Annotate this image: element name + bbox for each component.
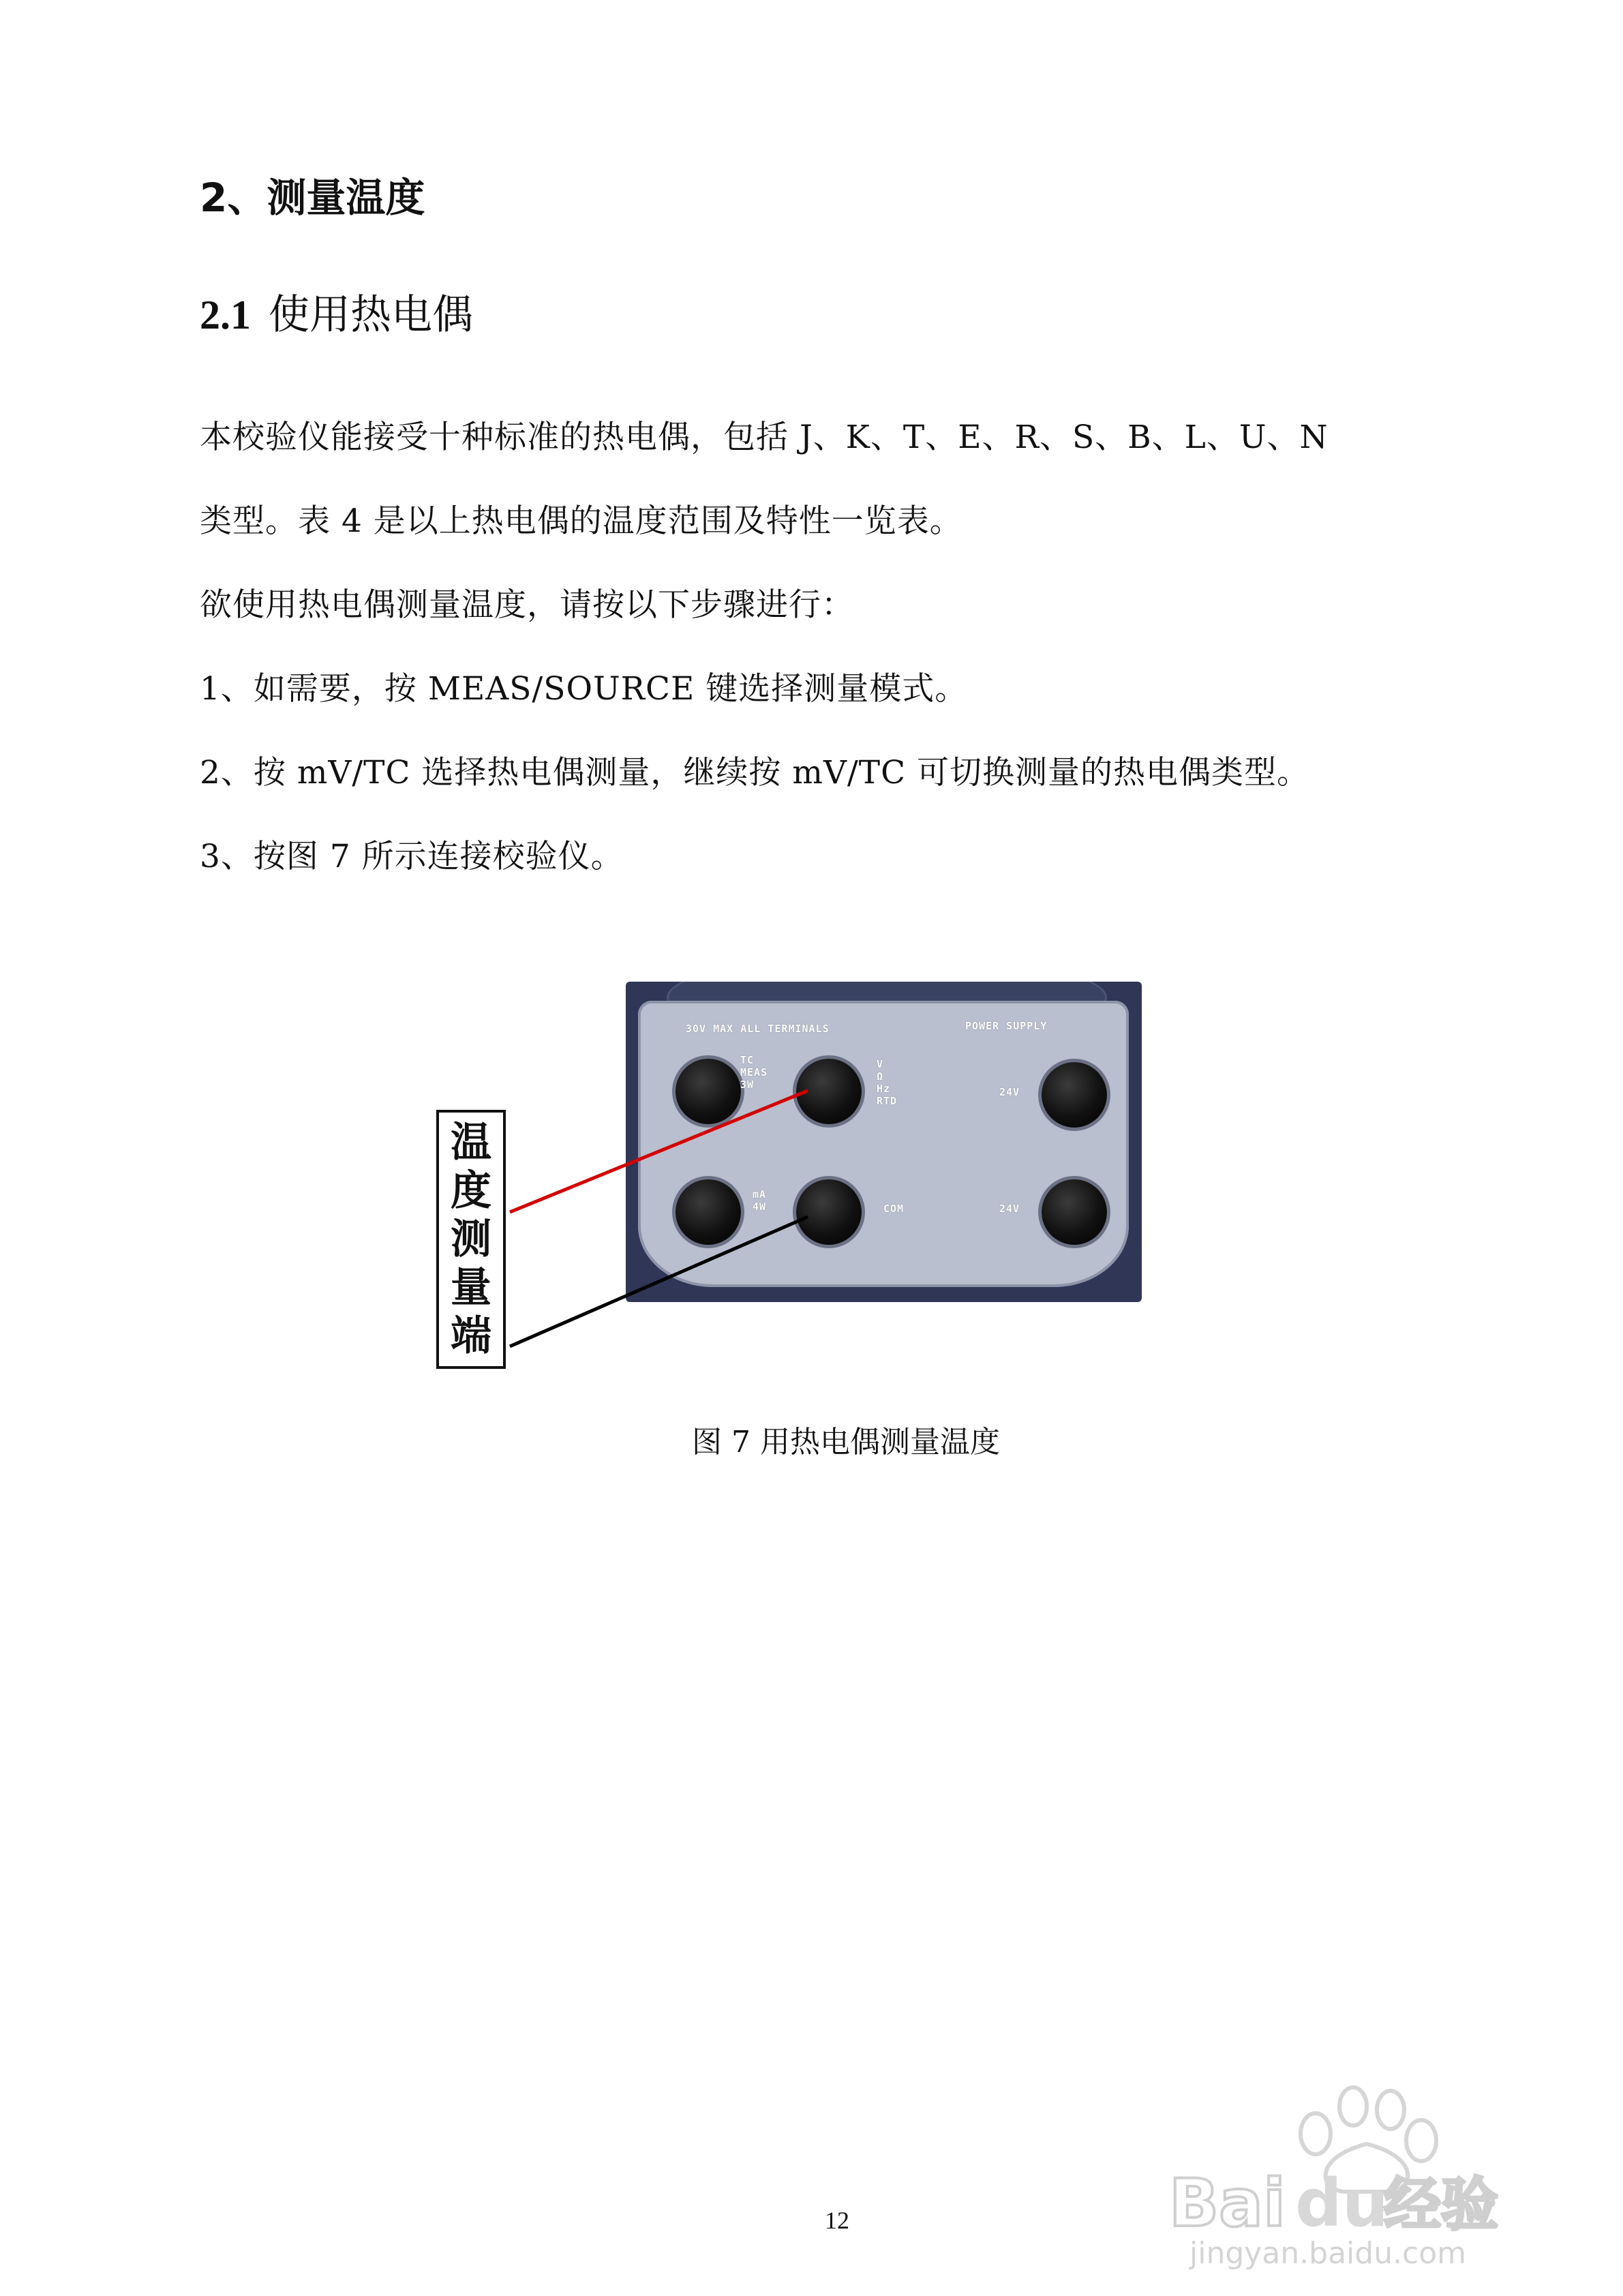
jack1-label-c: 3W (740, 1078, 755, 1091)
subsection-number: 2.1 (200, 292, 251, 337)
panel-header-right: POWER SUPPLY (965, 1020, 1048, 1032)
jack3-label: 24V (999, 1086, 1020, 1098)
com-label: COM (883, 1203, 905, 1215)
jack6-label: 24V (999, 1203, 1020, 1215)
step-2: 2、按 mV/TC 选择热电偶测量，继续按 mV/TC 可切换测量的热电偶类型。 (200, 754, 1309, 791)
paragraph-line-2: 类型。表 4 是以上热电偶的温度范围及特性一览表。 (200, 502, 962, 540)
section-heading: 2、测量温度 (200, 175, 425, 221)
subsection-title: 使用热电偶 (269, 291, 473, 339)
jack4-label-a: mA (753, 1188, 767, 1200)
paragraph-line-1: 本校验仪能接受十种标准的热电偶，包括 J、K、T、E、R、S、B、L、U、N (200, 419, 1329, 456)
step-1: 1、如需要，按 MEAS/SOURCE 键选择测量模式。 (200, 670, 968, 708)
callout-char-5: 端 (451, 1312, 491, 1361)
jack1-label-a: TC (740, 1054, 755, 1066)
black-callout-line (510, 1217, 808, 1346)
jack1-label-b: MEAS (740, 1066, 768, 1078)
panel-header-left: 30V MAX ALL TERMINALS (686, 1023, 830, 1035)
baidu-jingyan-watermark (1149, 2069, 1530, 2274)
red-callout-line (510, 1091, 808, 1212)
callout-label-box (436, 1110, 506, 1369)
callout-char-3: 测 (451, 1215, 491, 1263)
svg-text:Bai: Bai (1169, 2165, 1286, 2241)
jack2-label-a: V (877, 1058, 884, 1070)
callout-char-4: 量 (451, 1264, 491, 1312)
jack4-label-b: 4W (753, 1200, 767, 1213)
callout-char-1: 温 (451, 1118, 491, 1166)
step-3: 3、按图 7 所示连接校验仪。 (200, 838, 624, 875)
page-number: 12 (825, 2207, 849, 2234)
svg-text:经验: 经验 (1384, 2171, 1499, 2238)
figure-caption: 图 7 用热电偶测量温度 (692, 1425, 1000, 1460)
jack2-label-c: Hz (877, 1083, 891, 1095)
svg-text:du: du (1295, 2165, 1389, 2241)
svg-text:jingyan.baidu.com: jingyan.baidu.com (1189, 2236, 1467, 2271)
callout-char-2: 度 (451, 1166, 491, 1215)
paragraph-line-3: 欲使用热电偶测量温度，请按以下步骤进行： (200, 586, 854, 624)
jack2-label-b: Ω (877, 1070, 884, 1083)
jack2-label-d: RTD (877, 1095, 898, 1107)
